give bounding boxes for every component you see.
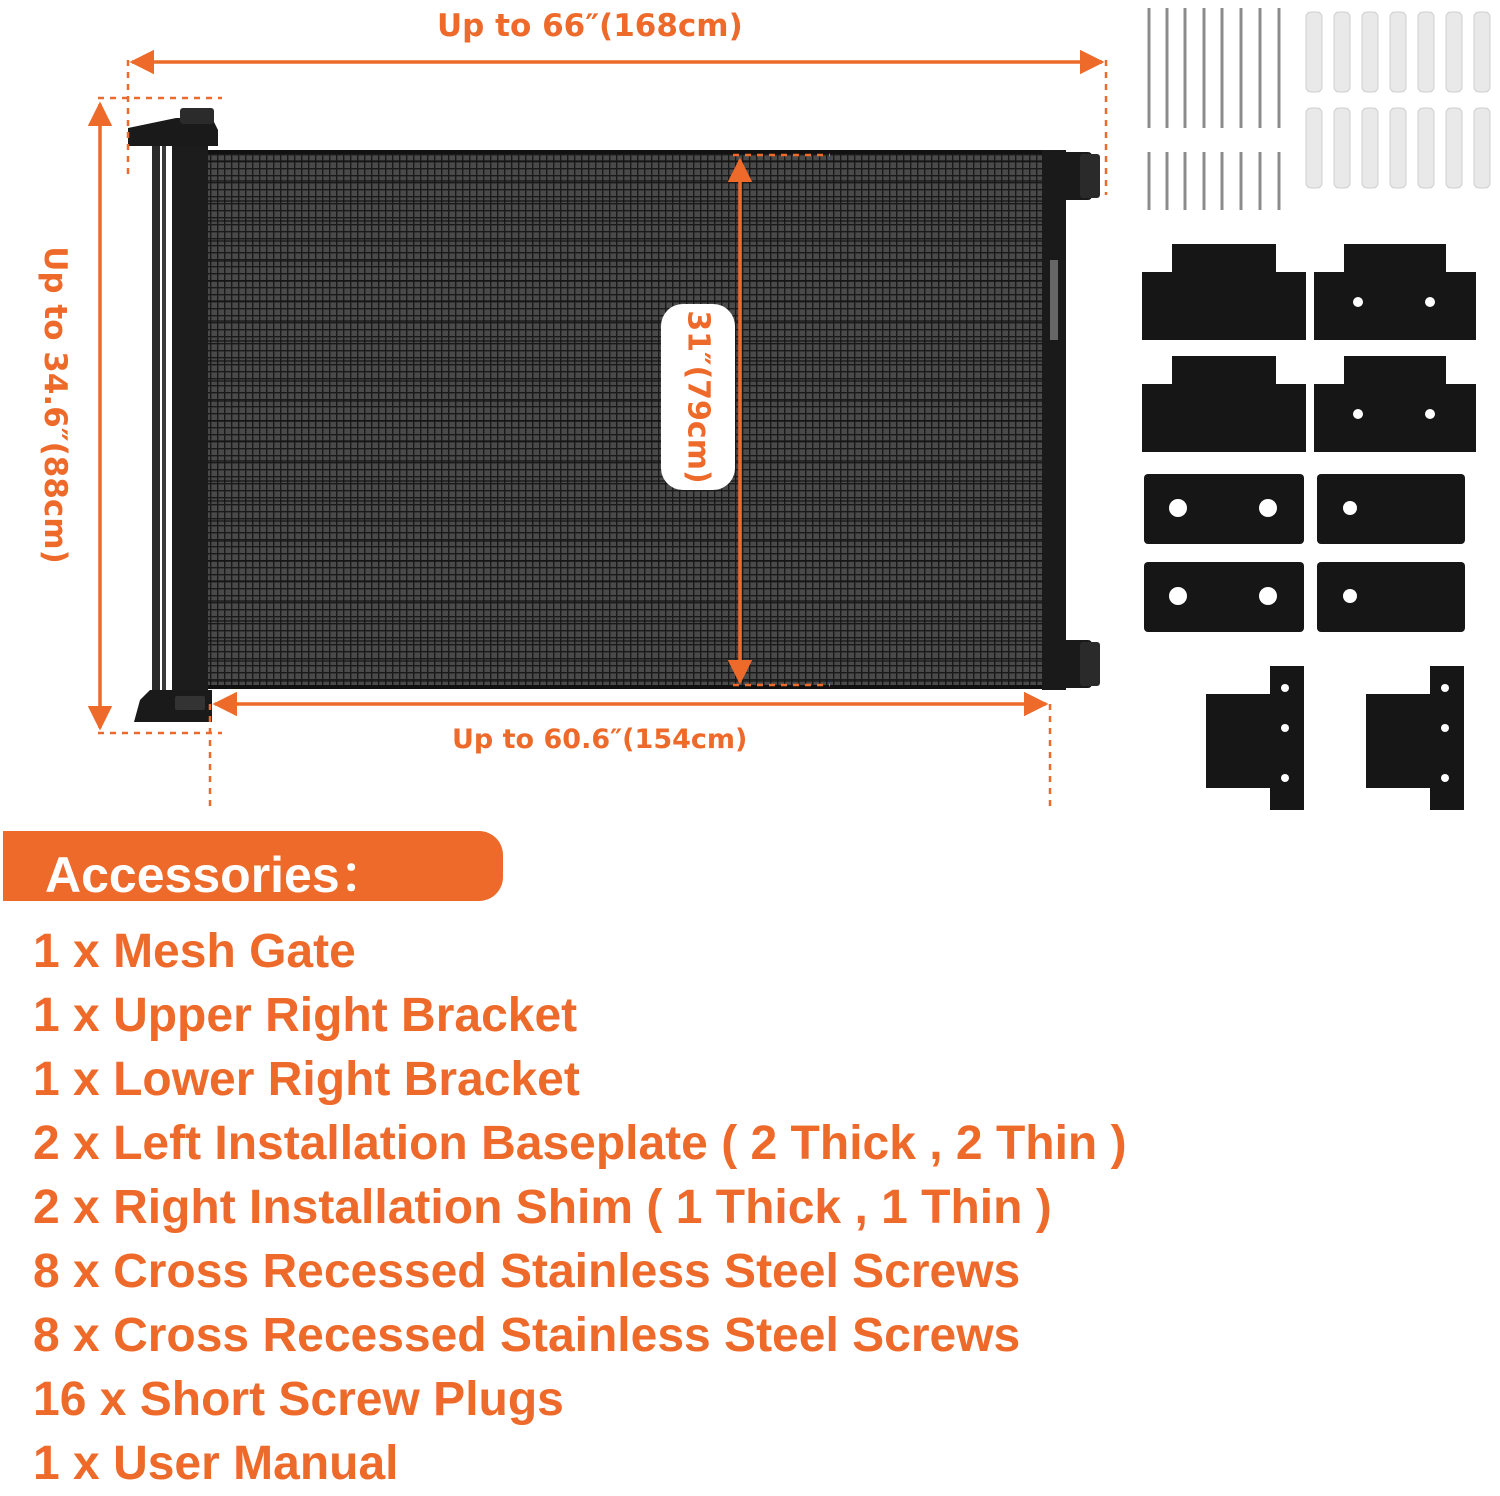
list-item: 8 x Cross Recessed Stainless Steel Screws [33, 1245, 1021, 1298]
mesh-gate [128, 108, 1100, 722]
mesh-height-badge [661, 304, 735, 490]
shims [1144, 474, 1465, 632]
list-item: 1 x User Manual [33, 1437, 399, 1490]
baseplates [1142, 244, 1476, 452]
accessories-heading: Accessories： [45, 847, 390, 903]
accessories-banner [3, 831, 503, 901]
list-item: 2 x Left Installation Baseplate ( 2 Thick , 2 Thin ) [33, 1117, 1127, 1170]
list-item: 16 x Short Screw Plugs [33, 1373, 564, 1426]
accessories-list [33, 920, 1127, 1496]
mesh-width-label: Up to 60.6″(154cm) [452, 724, 748, 755]
right-brackets [1206, 666, 1464, 810]
mesh-height-label: 31″(79cm) [680, 310, 716, 484]
list-item: 1 x Lower Right Bracket [33, 1053, 580, 1106]
long-screws [1149, 8, 1279, 128]
list-item: 8 x Cross Recessed Stainless Steel Screws [33, 1309, 1021, 1362]
screw-plugs [1306, 12, 1490, 188]
list-item: 2 x Right Installation Shim ( 1 Thick , 1 Thin ) [33, 1181, 1052, 1234]
total-height-label: Up to 34.6″(88cm) [37, 246, 73, 564]
total-width-label: Up to 66″(168cm) [437, 8, 743, 44]
list-item: 1 x Upper Right Bracket [33, 989, 578, 1042]
list-item: 1 x Mesh Gate [33, 925, 356, 978]
short-screws [1149, 152, 1279, 210]
